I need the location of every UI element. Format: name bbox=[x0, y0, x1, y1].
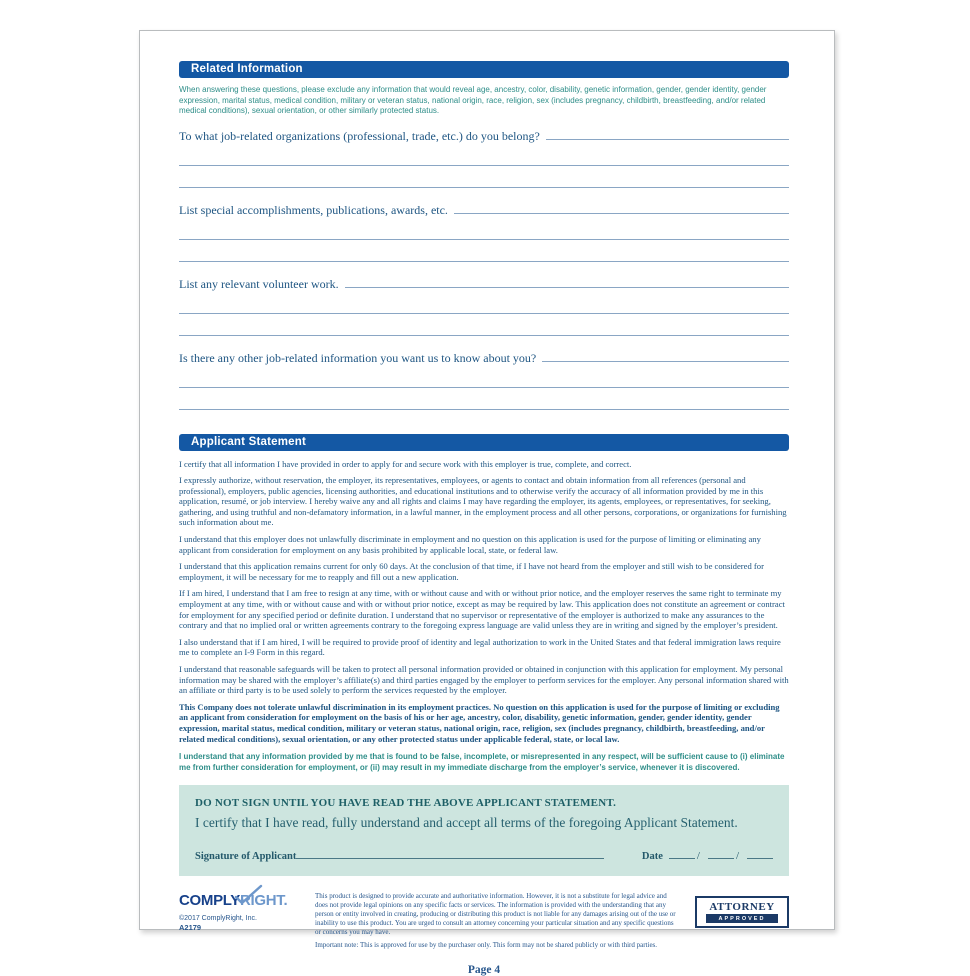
statement-paragraph: I also understand that if I am hired, I will be required to provide proof of identity and legal authorization to work in the United States and that federal immigration laws require me to complete an I-9 Form in this regard. bbox=[179, 636, 781, 658]
certify-statement: I certify that I have read, fully understand and accept all terms of the foregoing Applicant Statement. bbox=[195, 815, 738, 831]
date-slash: / bbox=[696, 850, 700, 863]
statement-paragraph: I certify that all information I have provided in order to apply for and secure work with this employer is true, complete, and correct. bbox=[179, 458, 632, 469]
complyright-logo-block bbox=[179, 892, 301, 932]
logo-right-text: RIGHT. bbox=[240, 892, 288, 910]
date-month-field[interactable] bbox=[669, 847, 695, 859]
volunteer-answer-line-2[interactable] bbox=[179, 292, 789, 314]
form-number: A2179 bbox=[179, 923, 202, 933]
other-info-answer-line[interactable] bbox=[542, 348, 789, 362]
statement-paragraph: I understand that reasonable safeguards will be taken to protect all personal information provided or obtained in conjunction with this application for employment. My personal information may be shared with the employer’s affiliate(s) and third parties engaged by the employer to perform services for the employer. Any personal information shared with an affiliate or third party is to be used solely to perform the services requested by the employer. bbox=[179, 664, 789, 696]
attorney-approved-badge bbox=[695, 896, 789, 928]
do-not-sign-warning: DO NOT SIGN UNTIL YOU HAVE READ THE ABOVE APPLICANT STATEMENT. bbox=[195, 797, 617, 810]
legal-disclaimer bbox=[315, 892, 681, 950]
related-information-intro: When answering these questions, please exclude any information that would reveal age, ancestry, color, disability, genetic information, gender, gender identity, gender expression, marital status, medical condition, military or veteran status, national origin, race, religion, sex (includes pregnancy, childbirth, breastfeeding, and/or related medical conditions), sexual orientation, or other similarly protected status. bbox=[179, 85, 767, 115]
statement-paragraph-falsification: I understand that any information provided by me that is found to be false, incomplete, or misrepresented in any respect, will be sufficient cause to (i) eliminate me from further consideration for employment, or (ii) may result in my immediate discharge from the employer’s service, whenever it is discovered. bbox=[179, 752, 785, 772]
question-volunteer-label: List any relevant volunteer work. bbox=[179, 276, 339, 291]
date-day-field[interactable] bbox=[708, 847, 734, 859]
date-year-field[interactable] bbox=[747, 847, 773, 859]
complyright-check-icon bbox=[234, 884, 264, 906]
complyright-logo bbox=[179, 892, 301, 909]
copyright-text: ©2017 ComplyRight, Inc. bbox=[179, 915, 257, 923]
related-information-header bbox=[179, 61, 789, 78]
signature-box bbox=[179, 785, 789, 876]
other-info-answer-line-3[interactable] bbox=[179, 388, 789, 410]
badge-attorney-text: ATTORNEY bbox=[709, 901, 775, 914]
signature-of-applicant-label: Signature of Applicant bbox=[195, 851, 297, 863]
page-number: Page 4 bbox=[467, 964, 501, 976]
question-volunteer bbox=[179, 274, 789, 292]
question-other-info-label: Is there any other job-related information you want us to know about you? bbox=[179, 350, 537, 365]
applicant-signature-line[interactable] bbox=[296, 847, 604, 859]
question-accomplishments-label: List special accomplishments, publications, awards, etc. bbox=[179, 202, 448, 217]
date-slash: / bbox=[735, 850, 739, 863]
applicant-statement-title: Applicant Statement bbox=[191, 435, 306, 448]
form-footer bbox=[179, 892, 789, 950]
other-info-answer-line-2[interactable] bbox=[179, 366, 789, 388]
signature-row bbox=[195, 847, 773, 862]
question-accomplishments bbox=[179, 200, 789, 218]
date-label: Date bbox=[641, 851, 663, 863]
logo-comply-text: COMPLY bbox=[179, 892, 240, 910]
accomplishments-answer-line-2[interactable] bbox=[179, 218, 789, 240]
important-note-text: Important note: This is approved for use by the purchaser only. This form may not be shared publicly or with third parties. bbox=[315, 941, 658, 950]
volunteer-answer-line-3[interactable] bbox=[179, 314, 789, 336]
volunteer-answer-line[interactable] bbox=[345, 274, 789, 288]
related-information-title: Related Information bbox=[191, 63, 303, 75]
disclaimer-text: This product is designed to provide accurate and authoritative information. However, it is not a substitute for legal advice and does not provide legal opinions on any specific facts or services. The information is provided with the understanding that any person or entity involved in creating, producing or distributing this product is not liable for any damages arising out of the use or inability to use this product. You are urged to consult an attorney concerning your particular situation and any specific questions or concerns you may have. bbox=[315, 892, 676, 937]
application-form-page bbox=[139, 30, 835, 976]
organizations-answer-line[interactable] bbox=[546, 126, 789, 140]
statement-paragraph: I understand that this application remains current for only 60 days. At the conclusion of that time, if I have not heard from the employer and still wish to be considered for employment, it will be necessary for me to reapply and fill out a new application. bbox=[179, 561, 764, 582]
organizations-answer-line-3[interactable] bbox=[179, 166, 789, 188]
question-organizations bbox=[179, 126, 789, 144]
accomplishments-answer-line-3[interactable] bbox=[179, 240, 789, 262]
applicant-statement-header bbox=[179, 434, 789, 451]
accomplishments-answer-line[interactable] bbox=[454, 200, 789, 214]
organizations-answer-line-2[interactable] bbox=[179, 144, 789, 166]
statement-paragraph: I understand that this employer does not unlawfully discriminate in employment and no question on this application is used for the purpose of limiting or eliminating any applicant from consideration for employment on any basis prohibited by applicable local, state, or federal law. bbox=[179, 534, 761, 555]
question-other-info bbox=[179, 348, 789, 366]
statement-paragraph: I expressly authorize, without reservation, the employer, its representatives, employees, or agents to contact and obtain information from all references (personal and professional), employers, public agencies, licensing authorities, and educational institutions and to otherwise verify the accuracy of all information provided by me in this application, resumé, or job interview. I hereby waive any and all rights and claims I may have regarding the employer, its agents, employees, or representatives, for seeking, gathering, and using truthful and non-defamatory information, in a lawful manner, in the employment process and all other persons, corporations, or organizations for furnishing such information about me. bbox=[179, 475, 787, 528]
statement-paragraph-nondiscrimination: This Company does not tolerate unlawful discrimination in its employment practices. No question on this application is used for the purpose of limiting or excluding an applicant from consideration for employment on the basis of his or her age, ancestry, color, disability, genetic information, gender, gender identity, gender expression, marital status, medical condition, military or veteran status, national origin, race, religion, sex (includes pregnancy, childbirth, breastfeeding, and/or related medical conditions), sexual orientation, or any other protected status under applicable federal, state, or local law. bbox=[179, 701, 780, 744]
badge-approved-text: APPROVED bbox=[706, 914, 778, 923]
question-organizations-label: To what job-related organizations (professional, trade, etc.) do you belong? bbox=[179, 128, 540, 143]
statement-paragraph: If I am hired, I understand that I am free to resign at any time, with or without cause and with or without prior notice, and the employer reserves the same right to terminate my employment at any time, with or without cause and with or without prior notice, except as may be required by law. This application does not constitute an agreement or contract for employment for any specified period or definite duration. I understand that no supervisor or representative of the employer is authorized to make any assurances to the contrary and that no implied oral or written agreements contrary to the foregoing express language are valid unless they are in writing and signed by the employer’s president. bbox=[179, 588, 785, 631]
